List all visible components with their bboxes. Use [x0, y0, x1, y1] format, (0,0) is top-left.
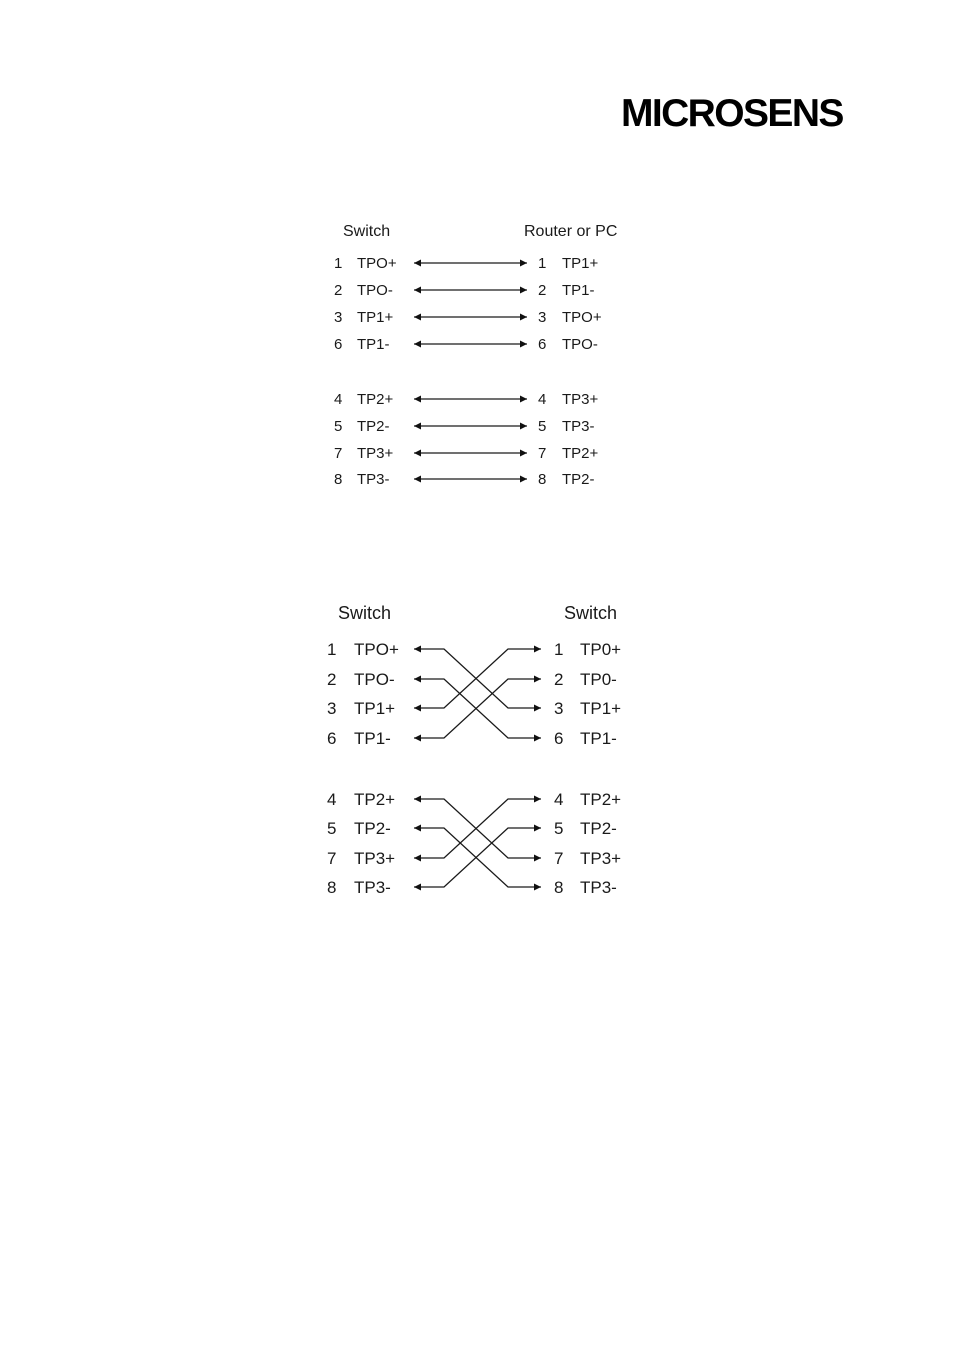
right-pin-number: 6	[554, 729, 564, 748]
crossover-right-title: Switch	[564, 603, 618, 623]
left-signal-label: TP3+	[357, 445, 394, 462]
left-signal-label: TP1-	[354, 729, 391, 748]
right-signal-label: TP0-	[580, 670, 617, 689]
straight-row	[334, 309, 602, 326]
right-signal-label: TP2-	[580, 819, 617, 838]
left-signal-label: TP1+	[357, 309, 394, 326]
left-pin-number: 1	[334, 255, 343, 272]
left-pin-number: 1	[327, 640, 337, 659]
left-pin-number: 2	[334, 282, 343, 299]
left-signal-label: TP2+	[354, 790, 396, 809]
left-signal-label: TP2-	[354, 819, 391, 838]
right-signal-label: TP3-	[562, 418, 595, 435]
right-pin-number: 7	[538, 445, 547, 462]
straight-left-title: Switch	[343, 223, 391, 240]
left-pin-number: 8	[334, 471, 343, 488]
right-signal-label: TP1+	[580, 699, 622, 718]
crossover-wires	[414, 649, 541, 887]
straight-row	[334, 255, 599, 272]
right-pin-number: 4	[538, 391, 547, 408]
crossover-row	[327, 670, 617, 689]
straight-row	[334, 336, 598, 353]
right-signal-label: TP2-	[562, 471, 595, 488]
straight-row	[334, 471, 595, 488]
right-signal-label: TPO+	[562, 309, 602, 326]
left-signal-label: TPO-	[354, 670, 395, 689]
straight-row	[334, 445, 599, 462]
right-pin-number: 1	[538, 255, 547, 272]
right-signal-label: TPO-	[562, 336, 598, 353]
right-pin-number: 8	[554, 878, 564, 897]
right-pin-number: 3	[538, 309, 547, 326]
crossover-row	[327, 699, 621, 718]
crossover-row	[327, 790, 621, 809]
right-pin-number: 8	[538, 471, 547, 488]
right-pin-number: 5	[554, 819, 564, 838]
right-signal-label: TP2+	[580, 790, 622, 809]
straight-pin-rows	[334, 255, 602, 488]
right-signal-label: TP0+	[580, 640, 622, 659]
left-signal-label: TP3+	[354, 849, 396, 868]
left-signal-label: TP2+	[357, 391, 394, 408]
left-signal-label: TP1-	[357, 336, 390, 353]
right-signal-label: TP3+	[580, 849, 622, 868]
crossover-row	[327, 878, 617, 897]
right-signal-label: TP1+	[562, 255, 599, 272]
right-pin-number: 2	[554, 670, 564, 689]
straight-row	[334, 391, 599, 408]
left-pin-number: 2	[327, 670, 337, 689]
right-signal-label: TP3-	[580, 878, 617, 897]
crossover-row	[327, 819, 617, 838]
left-pin-number: 7	[327, 849, 337, 868]
right-pin-number: 6	[538, 336, 547, 353]
left-pin-number: 4	[334, 391, 343, 408]
left-signal-label: TPO+	[354, 640, 399, 659]
right-signal-label: TP2+	[562, 445, 599, 462]
right-pin-number: 1	[554, 640, 564, 659]
left-pin-number: 3	[334, 309, 343, 326]
left-pin-number: 5	[327, 819, 337, 838]
right-pin-number: 7	[554, 849, 564, 868]
crossover-left-title: Switch	[338, 603, 392, 623]
straight-row	[334, 282, 595, 299]
right-pin-number: 5	[538, 418, 547, 435]
microsens-logo: MICROSENS	[621, 92, 843, 135]
left-pin-number: 3	[327, 699, 337, 718]
right-pin-number: 3	[554, 699, 564, 718]
left-signal-label: TP3-	[357, 471, 390, 488]
straight-row	[334, 418, 595, 435]
right-signal-label: TP3+	[562, 391, 599, 408]
right-signal-label: TP1-	[562, 282, 595, 299]
left-pin-number: 6	[327, 729, 337, 748]
left-signal-label: TPO-	[357, 282, 393, 299]
straight-right-title: Router or PC	[524, 223, 618, 240]
left-signal-label: TP3-	[354, 878, 391, 897]
left-pin-number: 6	[334, 336, 343, 353]
left-pin-number: 5	[334, 418, 343, 435]
left-signal-label: TPO+	[357, 255, 397, 272]
crossover-row	[327, 640, 621, 659]
right-pin-number: 2	[538, 282, 547, 299]
right-pin-number: 4	[554, 790, 564, 809]
crossover-row	[327, 729, 617, 748]
left-pin-number: 8	[327, 878, 337, 897]
left-pin-number: 7	[334, 445, 343, 462]
right-signal-label: TP1-	[580, 729, 617, 748]
left-signal-label: TP2-	[357, 418, 390, 435]
left-pin-number: 4	[327, 790, 337, 809]
left-signal-label: TP1+	[354, 699, 396, 718]
